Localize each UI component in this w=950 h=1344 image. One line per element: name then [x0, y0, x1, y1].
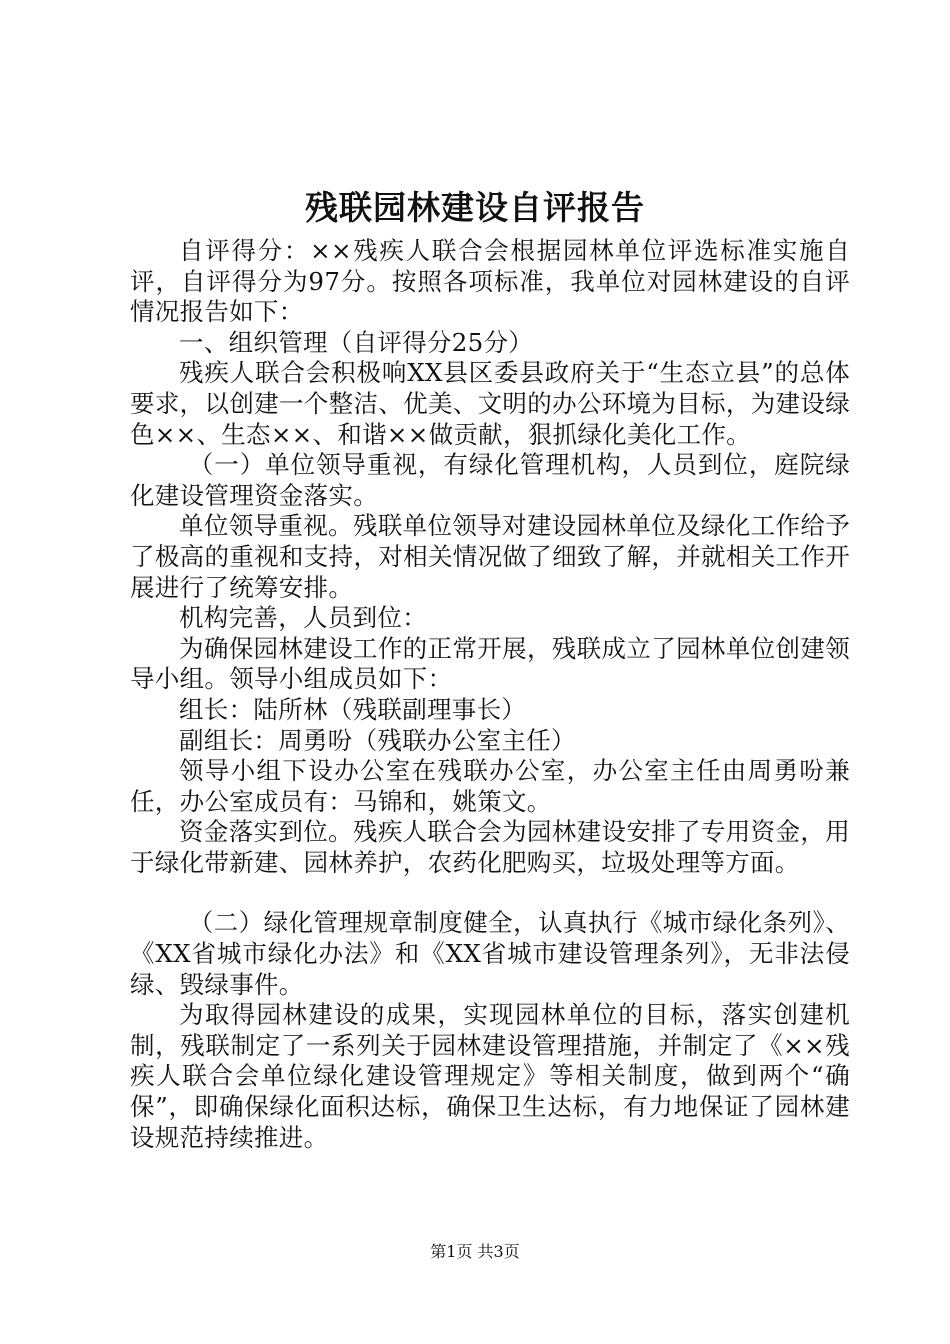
- paragraph-funding: 资金落实到位。残疾人联合会为园林建设安排了专用资金，用于绿化带新建、园林养护，农药化肥购买，垃圾处理等方面。: [130, 817, 850, 877]
- paragraph-overview: 残疾人联合会积极响XX县区委县政府关于“生态立县”的总体要求，以创建一个整洁、优美、文明的办公环境为目标，为建设绿色××、生态××、和谐××做贡献，狠抓绿化美化工作。: [130, 358, 850, 449]
- subheading-regulations: （二）绿化管理规章制度健全，认真执行《城市绿化条列》、《XX省城市绿化办法》和《XX省城市建设管理条列》，无非法侵绿、毁绿事件。: [130, 908, 850, 999]
- heading-organization: 一、组织管理（自评得分25分）: [179, 327, 534, 357]
- paragraph-group-leader: 组长：陆所林（残联副理事长）: [179, 694, 527, 724]
- page-footer: 第1页 共3页: [430, 1242, 520, 1261]
- subheading-leadership: （一）单位领导重视，有绿化管理机构，人员到位，庭院绿化建设管理资金落实。: [130, 450, 850, 510]
- document-title: 残联园林建设自评报告: [305, 188, 645, 227]
- paragraph-leadership: 单位领导重视。残联单位领导对建设园林单位及绿化工作给予了极高的重视和支持，对相关情况做了细致了解，并就相关工作开展进行了统筹安排。: [130, 511, 850, 602]
- paragraph-organization-complete: 机构完善，人员到位：: [179, 603, 427, 633]
- paragraph-regulations: 为取得园林建设的成果，实现园林单位的目标，落实创建机制，残联制定了一系列关于园林建设管理措施，并制定了《××残疾人联合会单位绿化建设管理规定》等相关制度，做到两个“确保”，即确保绿化面积达标，确保卫生达标，有力地保证了园林建设规范持续推进。: [130, 1000, 851, 1152]
- paragraph-self-score: 自评得分：××残疾人联合会根据园林单位评选标准实施自评，自评得分为97分。按照各项标准，我单位对园林建设的自评情况报告如下：: [130, 236, 850, 327]
- paragraph-office: 领导小组下设办公室在残联办公室，办公室主任由周勇吩兼任，办公室成员有：马锦和，姚策文。: [130, 756, 850, 816]
- document-body: [130, 236, 850, 1153]
- paragraph-deputy-leader: 副组长：周勇吩（残联办公室主任）: [179, 725, 576, 755]
- paragraph-leading-group: 为确保园林建设工作的正常开展，残联成立了园林单位创建领导小组。领导小组成员如下：: [130, 633, 850, 694]
- paragraph-gap: [130, 878, 850, 908]
